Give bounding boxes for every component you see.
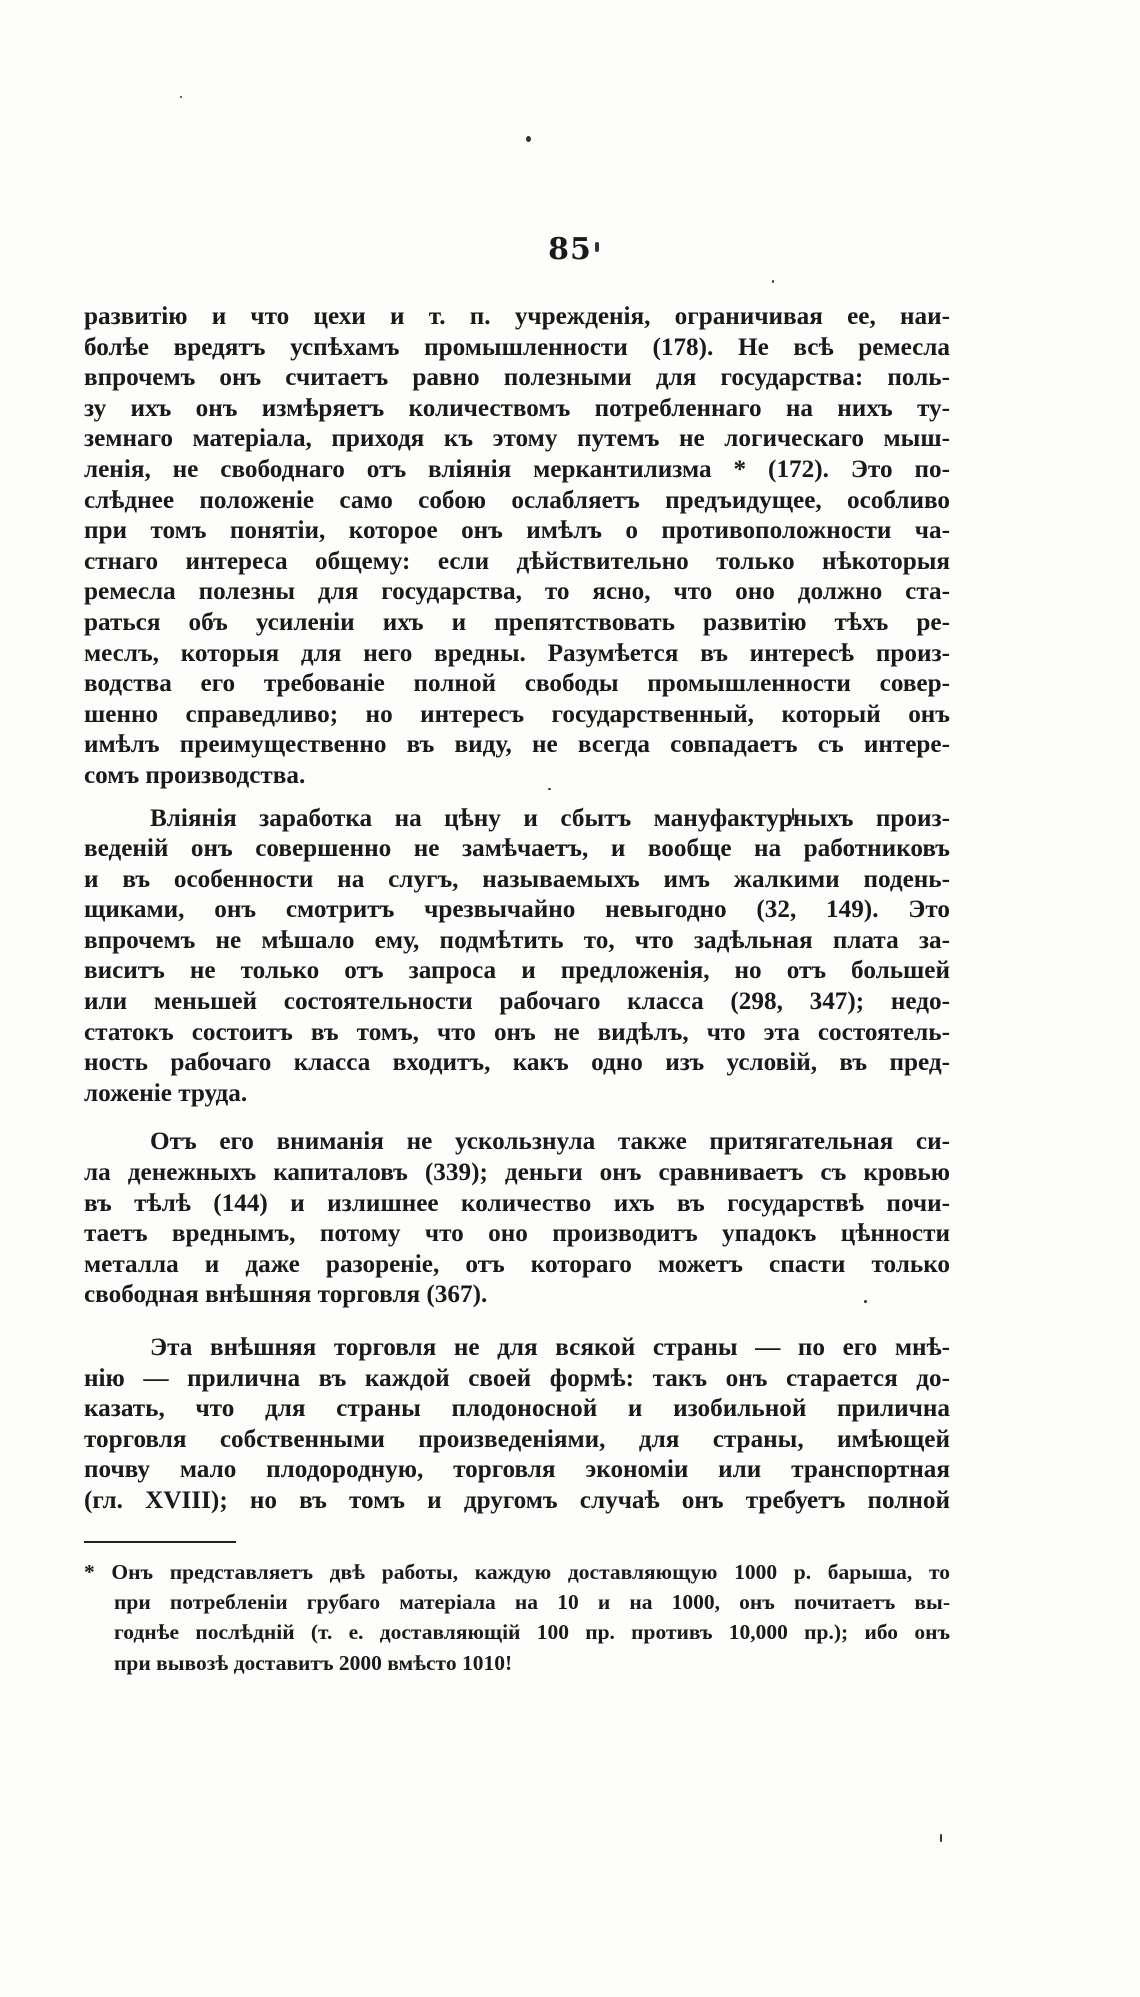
text-line: развитію и что цехи и т. п. учрежденія, ограничивая ее, наи- <box>84 303 950 330</box>
paragraph-2 <box>84 804 950 1110</box>
text-line: Эта внѣшняя торговля не для всякой страны — по его мнѣ- <box>150 1334 950 1361</box>
text-line: впрочемъ онъ считаетъ равно полезными для государства: поль- <box>84 364 950 392</box>
text-line: ложеніе труда. <box>84 1079 248 1107</box>
text-line: имѣлъ преимущественно въ виду, не всегда совпадаетъ съ интере- <box>84 731 950 759</box>
page-number: 85 <box>548 232 592 267</box>
text-line: шенно справедливо; но интересъ государственный, который онъ <box>84 700 950 728</box>
scan-speck <box>940 1834 942 1842</box>
text-line: или меньшей состоятельности рабочаго класса (298, 347); недо- <box>84 988 950 1016</box>
text-line: казать, что для страны плодоносной и изобильной прилична <box>84 1395 950 1423</box>
footnote-line: * Онъ представляетъ двѣ работы, каждую доставляющую 1000 р. барыша, то <box>84 1560 950 1584</box>
text-line: сомъ производства. <box>84 761 306 789</box>
text-line: свободная внѣшняя торговля (367). <box>84 1281 488 1309</box>
scan-speck <box>526 136 531 142</box>
text-line: ла денежныхъ капиталовъ (339); деньги онъ сравниваетъ съ кровью <box>84 1159 950 1187</box>
body-text <box>84 302 950 1517</box>
text-line: болѣе вредятъ успѣхамъ промышленности (178). Не всѣ ремесла <box>84 333 950 361</box>
text-line: раться объ усиленіи ихъ и препятствовать развитію тѣхъ ре- <box>84 608 950 636</box>
text-line: и въ особенности на слугъ, называемыхъ имъ жалкими подень- <box>84 865 950 893</box>
text-line: торговля собственными произведеніями, для страны, имѣющей <box>84 1425 950 1453</box>
text-line: веденій онъ совершенно не замѣчаетъ, и вообще на работниковъ <box>84 835 950 863</box>
footnote <box>84 1557 950 1678</box>
text-line: ность рабочаго класса входитъ, какъ одно изъ условій, въ пред- <box>84 1049 950 1077</box>
text-line: почву мало плодородную, торговля экономіи или транспортная <box>84 1456 950 1484</box>
footnote-line: при потребленіи грубаго матеріала на 10 и на 1000, онъ почитаетъ вы- <box>114 1590 950 1615</box>
text-line: зу ихъ онъ измѣряетъ количествомъ потребленнаго на нихъ ту- <box>84 394 950 422</box>
footnote-divider <box>84 1541 236 1543</box>
text-line: земнаго матеріала, приходя къ этому путемъ не логическаго мыш- <box>84 425 950 453</box>
text-line: впрочемъ не мѣшало ему, подмѣтить то, что задѣльная плата за- <box>84 926 950 954</box>
text-line: щиками, онъ смотритъ чрезвычайно невыгодно (32, 149). Это <box>84 896 950 924</box>
text-line: ремесла полезны для государства, то ясно, что оно должно ста- <box>84 578 950 606</box>
text-line: Вліянія заработка на цѣну и сбытъ мануфактурныхъ произ- <box>150 804 950 832</box>
paragraph-4 <box>84 1333 950 1517</box>
text-line: нію — прилична въ каждой своей формѣ: такъ онъ старается до- <box>84 1364 950 1392</box>
scan-speck <box>180 96 182 98</box>
text-line: меслъ, которыя для него вредны. Разумѣется въ интересѣ произ- <box>84 639 950 667</box>
text-line: въ тѣлѣ (144) и излишнее количество ихъ въ государствѣ почи- <box>84 1189 950 1217</box>
paragraph-3 <box>84 1127 950 1311</box>
text-line: виситъ не только отъ запроса и предложенія, но отъ большей <box>84 957 950 985</box>
text-line: таетъ вреднымъ, потому что оно производитъ упадокъ цѣнности <box>84 1220 950 1248</box>
text-line: металла и даже разореніе, отъ котораго можетъ спасти только <box>84 1250 950 1278</box>
footnote-line: при вывозѣ доставитъ 2000 вмѣсто 1010! <box>114 1650 513 1675</box>
scan-speck <box>772 280 774 283</box>
text-line: статокъ состоитъ въ томъ, что онъ не видѣлъ, что эта состоятель- <box>84 1018 950 1046</box>
text-line: Отъ его вниманія не ускользнула также притягательная си- <box>150 1128 950 1156</box>
text-line: (гл. XVIII); но въ томъ и другомъ случаѣ онъ требуетъ полной <box>84 1486 950 1514</box>
footnote-line: годнѣе послѣдній (т. е. доставляющій 100 пр. противъ 10,000 пр.); ибо онъ <box>114 1620 950 1645</box>
paragraph-1 <box>84 302 950 792</box>
text-line: слѣднее положеніе само собою ослабляетъ предъидущее, особливо <box>84 486 950 514</box>
text-line: стнаго интереса общему: если дѣйствительно только нѣкоторыя <box>84 547 950 575</box>
text-line: водства его требованіе полной свободы промышленности совер- <box>84 670 950 698</box>
text-line: ленія, не свободнаго отъ вліянія меркантилизма * (172). Это по- <box>84 455 950 483</box>
text-line: при томъ понятіи, которое онъ имѣлъ о противоположности ча- <box>84 517 950 545</box>
